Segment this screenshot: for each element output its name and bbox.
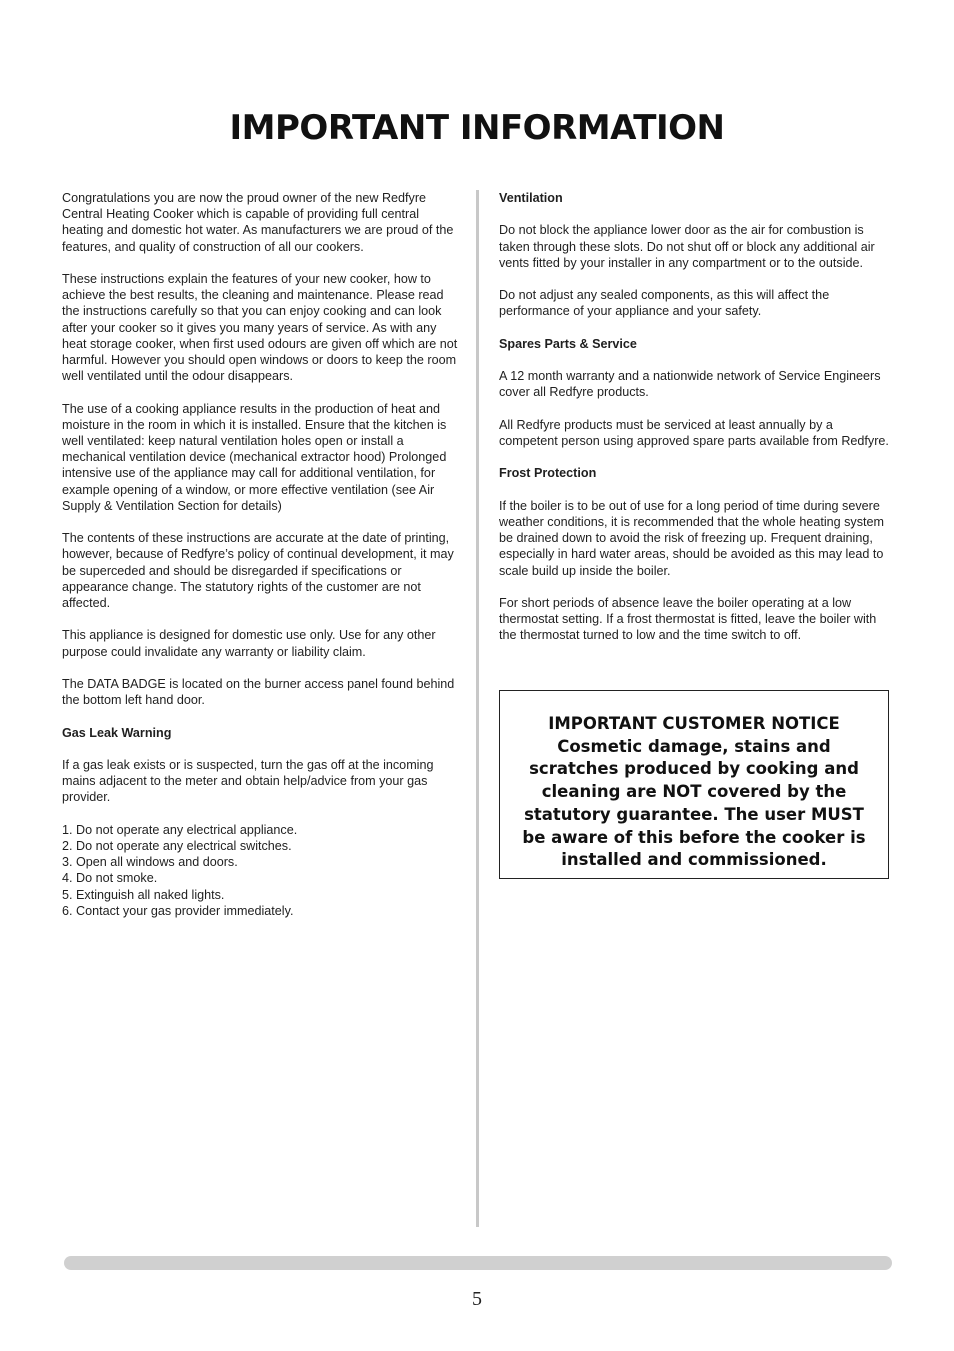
column-divider <box>476 190 479 1227</box>
right-column <box>499 190 892 660</box>
frost-heading: Frost Protection <box>499 466 597 481</box>
spares-heading: Spares Parts & Service <box>499 336 637 351</box>
gas-leak-heading: Gas Leak Warning <box>62 725 172 740</box>
instructions-paragraph: These instructions explain the features of your new cooker, how to achieve the best results, the cleaning and maintenance. Please read the instructions carefully so that you can enjoy cooking and can look after your cooker so it gives you many years of service. As with any heat storage cooker, when first used odours are given off which are not harmful. However you should open windows or doors to keep the room well ventilated until the odour disappears. <box>62 272 458 384</box>
gas-leak-step: 1. Do not operate any electrical appliance. <box>62 822 298 837</box>
ventilation-heading: Ventilation <box>499 191 563 205</box>
domestic-use-paragraph: This appliance is designed for domestic use only. Use for any other purpose could invalidate any warranty or liability claim. <box>62 628 436 659</box>
intro-paragraph: Congratulations you are now the proud owner of the new Redfyre Central Heating Cooker which is capable of providing full central heating and domestic hot water. As manufacturers we are proud of the features, and quality of construction of all our cookers. <box>62 191 454 254</box>
left-column <box>62 190 458 919</box>
notice-heading: IMPORTANT CUSTOMER NOTICE <box>548 714 840 733</box>
data-badge-paragraph: The DATA BADGE is located on the burner access panel found behind the bottom left hand door. <box>62 677 455 708</box>
short-absence-paragraph: For short periods of absence leave the boiler operating at a low thermostat setting. If a frost thermostat is fitted, leave the boiler with the thermostat turned to low and the time switch to off. <box>499 595 877 643</box>
ventilation-use-paragraph: The use of a cooking appliance results in the production of heat and moisture in the room in which it is installed. Ensure that the kitchen is well ventilated: keep natural ventilation holes open or install a mechanical ventilation device (mechanical extractor hood) Prolonged intensive use of the appliance may call for additional ventilation, for example opening of a window, or more effective ventilation (see Air Supply & Ventilation Section for details) <box>62 401 447 513</box>
frost-paragraph: If the boiler is to be out of use for a long period of time during severe weather conditions, it is recommended that the whole heating system be drained down to avoid the risk of freezing up. Frequent draining, especially in hard water areas, should be avoided as this may lead to scale build up inside the boiler. <box>499 498 885 578</box>
gas-leak-steps <box>62 822 458 919</box>
gas-leak-step: 3. Open all windows and doors. <box>62 855 238 870</box>
accuracy-paragraph: The contents of these instructions are accurate at the date of printing, however, because of Redfyre’s policy of continual development, it may be superceded and should be disregarded if specifications or appearance change. The statutory rights of the customer are not affected. <box>62 531 454 611</box>
sealed-components-paragraph: Do not adjust any sealed components, as this will affect the performance of your appliance and your safety. <box>499 288 830 319</box>
ventilation-paragraph: Do not block the appliance lower door as the air for combustion is taken through these slots. Do not shut off or block any additional air vents fitted by your installer in any compartment or to the outside. <box>499 223 875 270</box>
gas-leak-step: 6. Contact your gas provider immediately. <box>62 903 294 918</box>
customer-notice-box <box>499 690 889 879</box>
gas-leak-step: 5. Extinguish all naked lights. <box>62 887 225 902</box>
gas-leak-step: 2. Do not operate any electrical switches. <box>62 839 292 853</box>
gas-leak-intro: If a gas leak exists or is suspected, turn the gas off at the incoming mains adjacent to the meter and obtain help/advice from your gas provider. <box>62 758 434 805</box>
gas-leak-step: 4. Do not smoke. <box>62 871 158 886</box>
servicing-paragraph: All Redfyre products must be serviced at least annually by a competent person using approved spare parts available from Redfyre. <box>499 417 889 448</box>
page-title: IMPORTANT INFORMATION <box>229 108 725 148</box>
notice-body: Cosmetic damage, stains and scratches produced by cooking and cleaning are NOT covered by the statutory guarantee. The user MUST be aware of this before the cooker is installed and commissioned. <box>522 736 866 870</box>
page-number: 5 <box>472 1288 482 1310</box>
warranty-paragraph: A 12 month warranty and a nationwide network of Service Engineers cover all Redfyre products. <box>499 369 881 400</box>
footer-bar <box>64 1256 892 1270</box>
